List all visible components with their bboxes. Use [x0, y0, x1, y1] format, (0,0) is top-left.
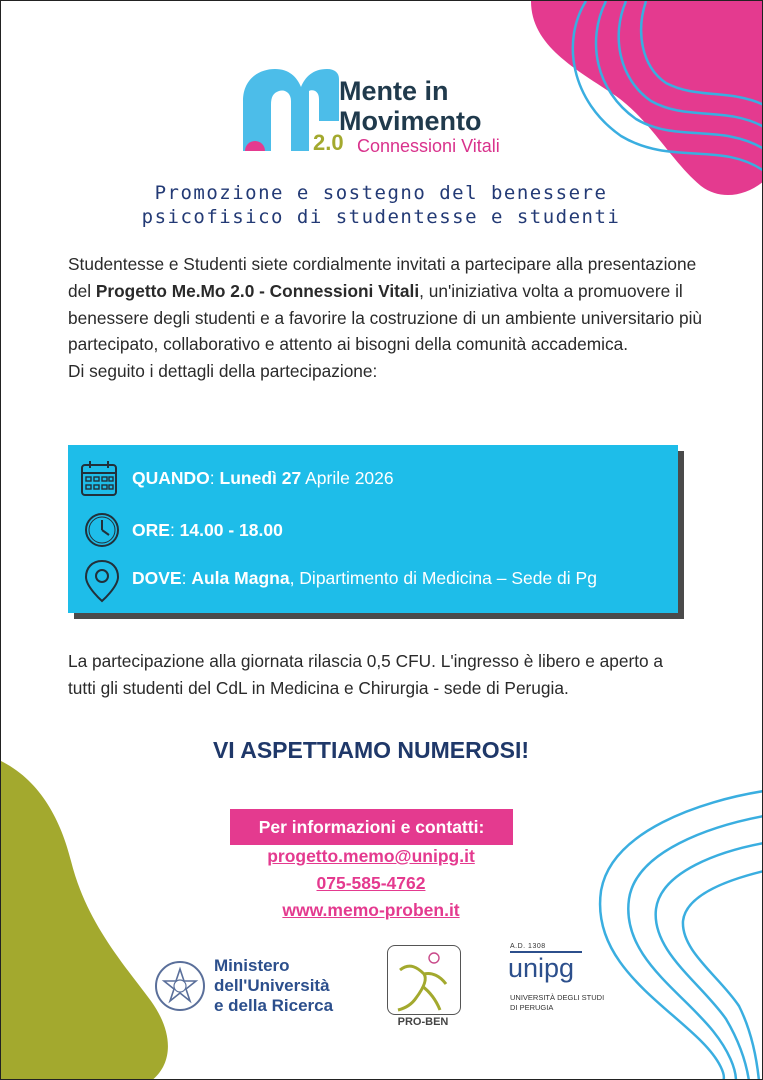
intro-paragraph	[68, 251, 708, 385]
italian-republic-emblem-icon	[152, 957, 208, 1015]
intro-project-name: Progetto Me.Mo 2.0 - Connessioni Vitali	[95, 280, 420, 301]
where-place: Aula Magna	[191, 568, 290, 588]
bottom-right-wave-lines	[600, 791, 763, 1080]
where-row	[68, 557, 678, 601]
ministry-line3: e della Ricerca	[214, 996, 334, 1015]
proben-label: PRO-BEN	[397, 1016, 449, 1028]
intro-part3: Di seguito i dettagli della partecipazione:	[68, 361, 378, 382]
when-day: Lunedì 27	[219, 468, 302, 488]
proben-logo	[387, 945, 461, 1015]
ministry-line1: Ministero	[214, 956, 290, 975]
where-text: DOVE: Aula Magna, Dipartimento di Medicina – Sede di Pg	[132, 568, 597, 588]
unipg-subtitle-line1: UNIVERSITÀ DEGLI STUDI	[510, 993, 605, 1002]
when-text: QUANDO: Lunedì 27 Aprile 2026	[132, 468, 394, 488]
logo-version: 2.0	[313, 130, 344, 155]
unipg-wordmark: unipg	[508, 953, 575, 983]
calendar-icon	[76, 457, 122, 499]
heading-line2: psicofisico di studentesse e studenti	[141, 206, 621, 228]
time-value: 14.00 - 18.00	[179, 520, 283, 540]
unipg-subtitle-line2: DI PERUGIA	[510, 1003, 554, 1012]
logo-title-line2: Movimento	[339, 106, 482, 136]
event-details-box	[68, 445, 678, 613]
logo-subtitle: Connessioni Vitali	[357, 136, 500, 156]
ministry-line2: dell'Università	[214, 976, 330, 995]
location-pin-icon	[76, 557, 122, 605]
logo-title-line1: Mente in	[339, 76, 449, 106]
where-label: DOVE	[132, 568, 182, 588]
when-rest: Aprile 2026	[301, 468, 394, 488]
heading-line1: Promozione e sostegno del benessere	[154, 182, 608, 204]
time-label: ORE	[132, 520, 170, 540]
ministry-name	[214, 956, 333, 1016]
time-text: ORE: 14.00 - 18.00	[132, 520, 283, 540]
participation-note: La partecipazione alla giornata rilascia 0,5 CFU. L'ingresso è libero e aperto a tutti gli studenti del CdL in Medicina e Chirurgia - sede di Perugia.	[68, 651, 664, 698]
runner-figure-icon	[388, 946, 460, 1014]
email-link[interactable]: progetto.memo@unipg.it	[267, 846, 475, 866]
contacts-header: Per informazioni e contatti:	[230, 809, 513, 845]
where-rest: , Dipartimento di Medicina – Sede di Pg	[289, 568, 597, 588]
unipg-founding-year: A.D. 1308	[510, 943, 546, 950]
clock-icon	[76, 509, 122, 551]
olive-blob-shape	[1, 761, 168, 1080]
time-row	[68, 509, 678, 553]
website-link[interactable]: www.memo-proben.it	[282, 900, 460, 920]
intro-part1: Studentesse e Studenti siete cordialmente invitati a partecipare alla presentazione del	[68, 254, 697, 301]
when-label: QUANDO	[132, 468, 210, 488]
when-row	[68, 457, 678, 501]
phone-link[interactable]: 075-585-4762	[316, 873, 426, 893]
intro-part2: , un'iniziativa volta a promuovere il benessere degli studenti e a favorire la costruzione di un ambiente universitario più partecipato, collaborativo e attento ai bisogni della comunità accademica.	[68, 280, 703, 355]
cheer-headline: VI ASPETTIAMO NUMEROSI!	[212, 737, 530, 763]
